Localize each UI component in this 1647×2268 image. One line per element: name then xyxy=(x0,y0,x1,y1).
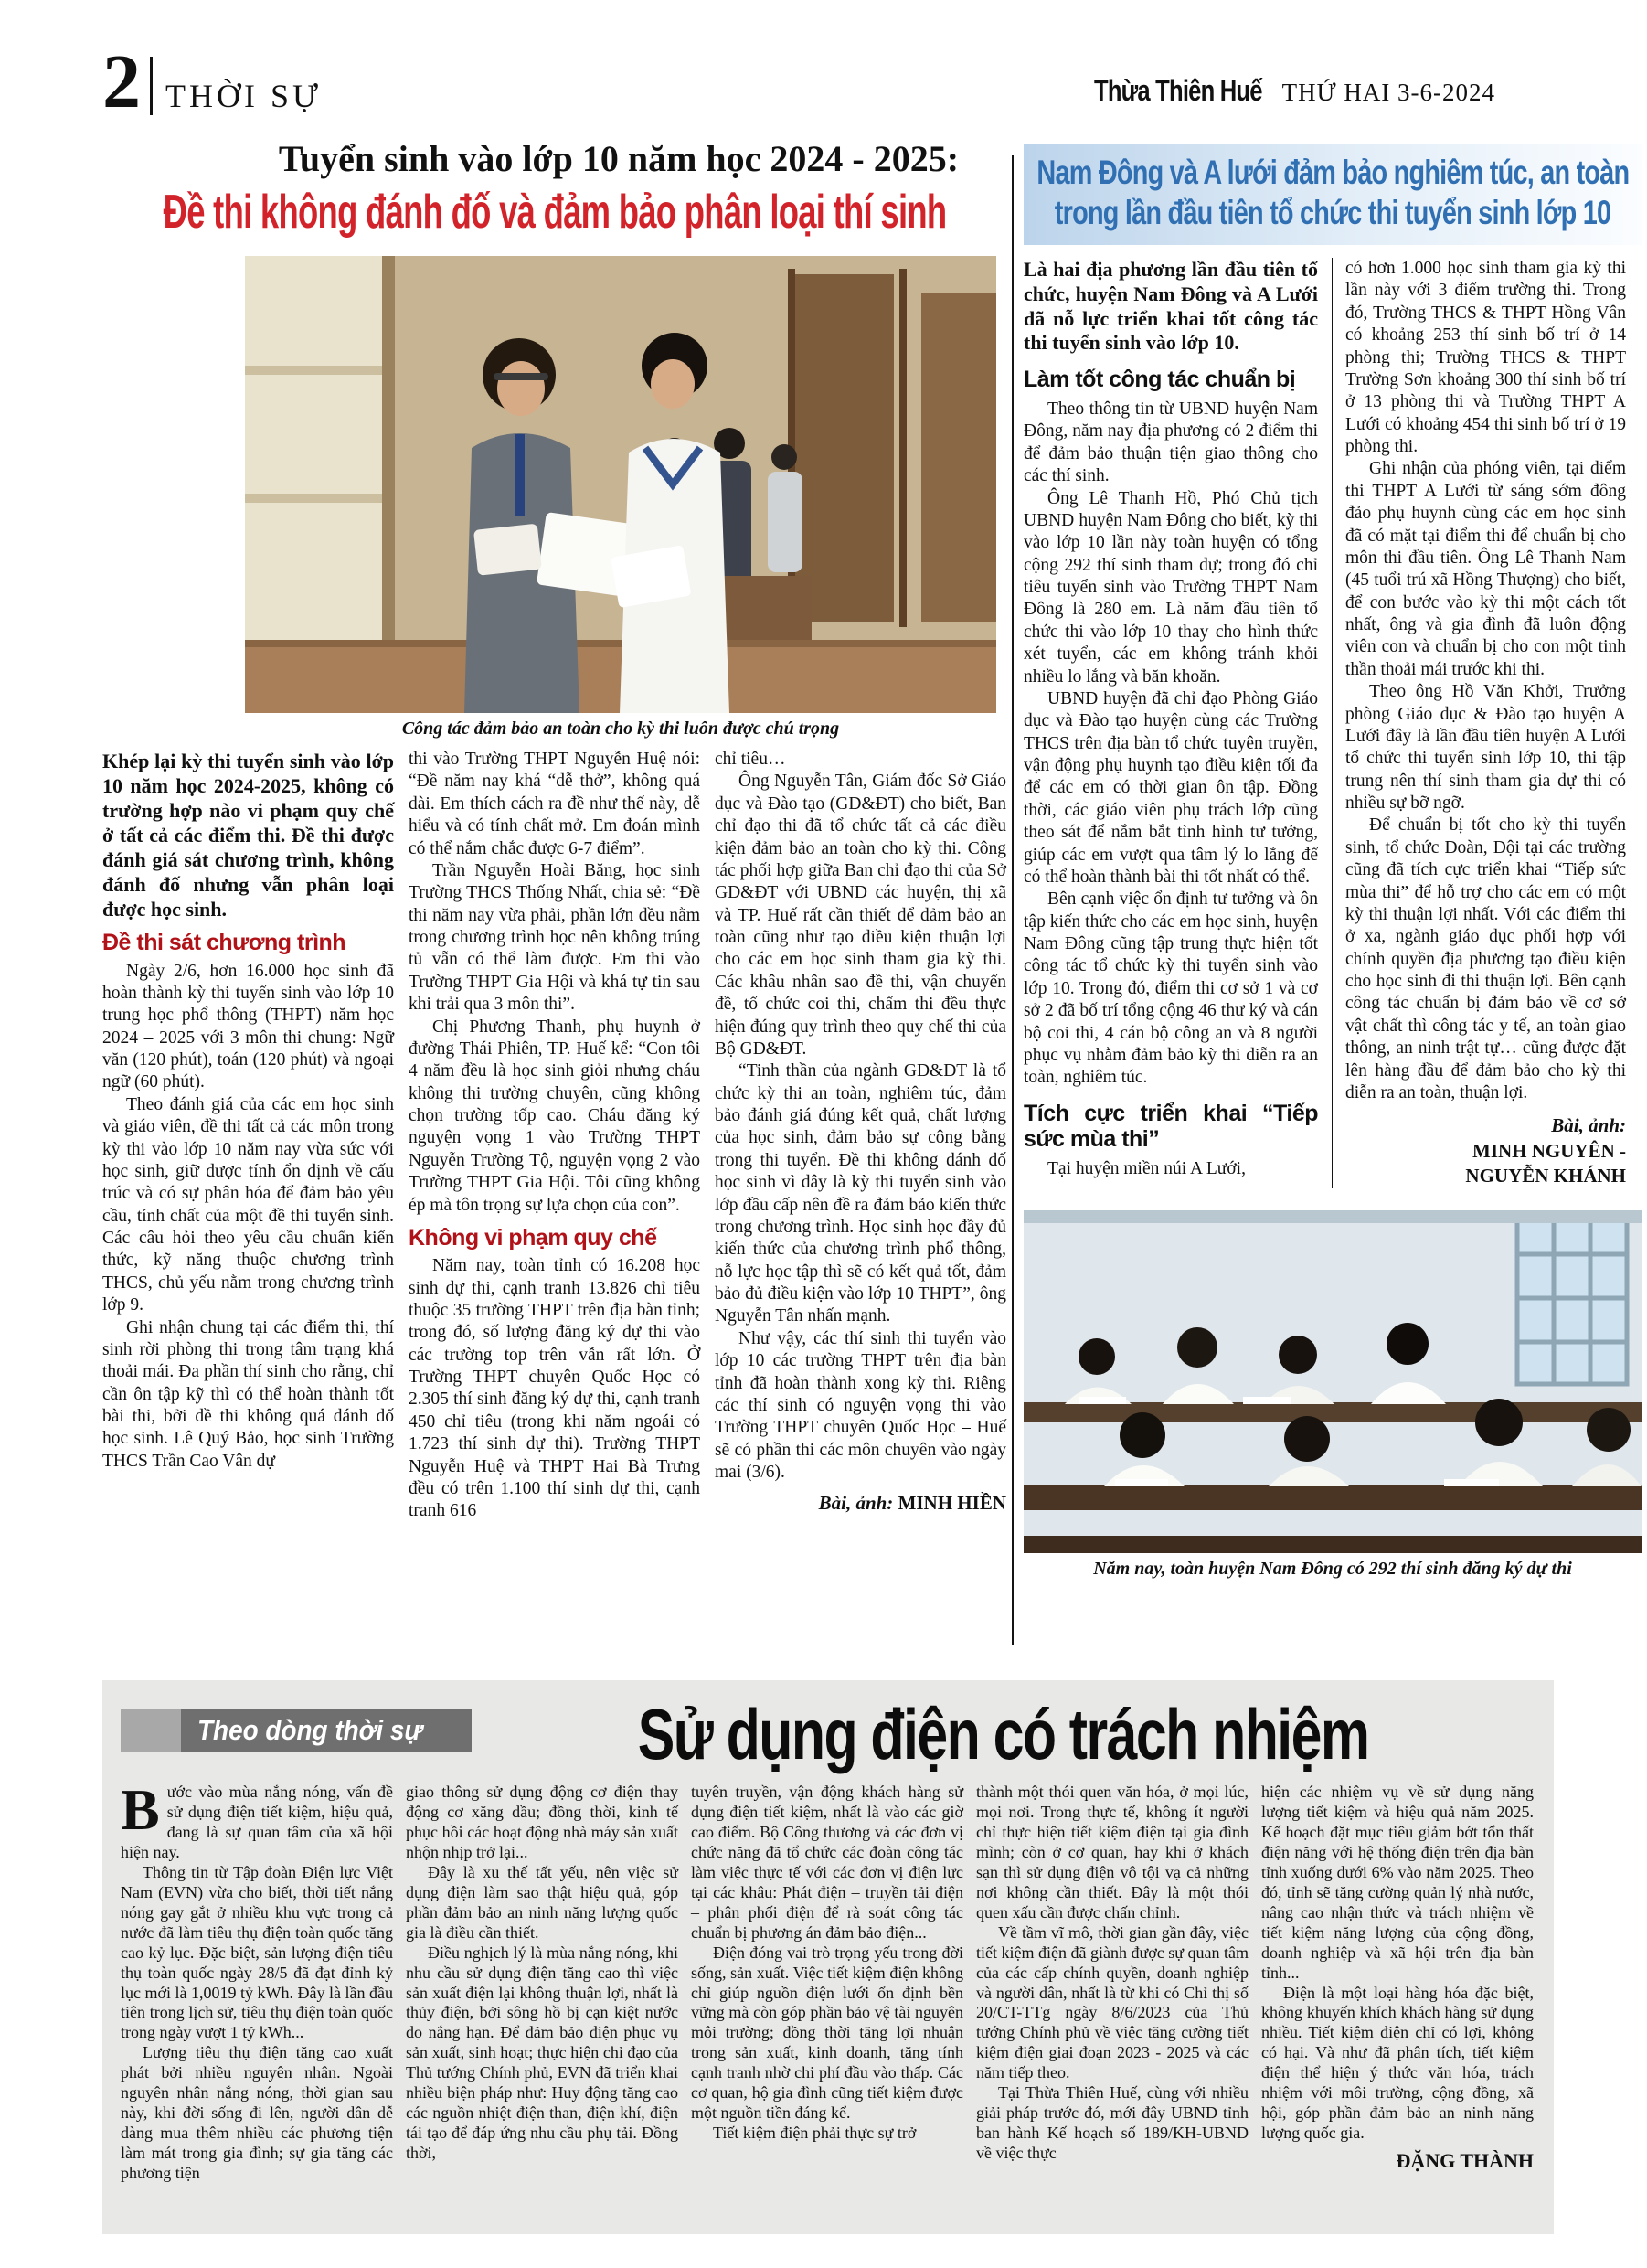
paragraph: Trần Nguyễn Hoài Băng, học sinh Trường THCS Thống Nhất, chia sẻ: “Đề thi năm nay vừa phải, phần lớn đều nằm trong chương trình học nên không trúng tủ vẫn có thể làm được. Em thi vào Trường THPT Gia Hội và khá tự tin sau khi trải qua 3 môn thi”. xyxy=(409,860,700,1015)
paragraph: thành một thói quen văn hóa, ở mọi lúc, mọi nơi. Trong thực tế, không ít người chỉ thực hiện tiết kiệm điện tại gia đình mình; còn ở cơ quan, hay khi ở khách sạn thì sử dụng điện vô tội vạ cả những nơi không cần thiết. Đây là một thói quen xấu cần được chấn chỉnh. xyxy=(976,1783,1249,1922)
main-article-title: Đề thi không đánh đố và đảm bảo phân loại thí sinh xyxy=(163,186,947,239)
main-article xyxy=(102,139,1007,1523)
lead-paragraph xyxy=(121,1777,393,1863)
main-column-2 xyxy=(409,749,700,1523)
main-col2-paragraphs-a xyxy=(409,749,700,1217)
second-col1-paragraphs xyxy=(1024,399,1318,1090)
main-article-intro: Khép lại kỳ thi tuyển sinh vào lớp 10 năm học 2024-2025, không có trường hợp nào vi phạm quy chế ở tất cả các điểm thi. Đề thi được đánh giá sát chương trình, không đánh đố nhưng vẫn phân loại được học sinh. xyxy=(102,750,394,921)
bottom-column-5 xyxy=(1261,1783,1534,2184)
paragraph: Điều nghịch lý là mùa nắng nóng, khi nhu cầu sử dụng điện tăng cao thì việc sản xuất điện lại không thuận lợi, nhất là thủy điện, bởi sông hồ bị cạn kiệt nước do nắng hạn. Để đảm bảo điện phục vụ sản xuất, sinh hoạt; thực hiện chỉ đạo của Thủ tướng Chính phủ, EVN đã triển khai nhiều biện pháp như: Huy động tăng cao các nguồn nhiệt điện than, điện khí, điện tái tạo để đáp ứng nhu cầu phụ tải. Đồng thời, xyxy=(406,1943,678,2163)
bottom-column-4 xyxy=(976,1783,1249,2184)
paragraph: “Tinh thần của ngành GD&ĐT là tổ chức kỳ thi an toàn, nghiêm túc, đảm bảo đánh giá đúng kết quả, chất lượng của học sinh, đảm bảo sự công bằng trong thi tuyển. Đề thi không đánh đố học sinh vì đây là kỳ thi tuyển sinh vào lớp đầu cấp nên đề ra đảm bảo kiến thức trong chương trình. Học sinh học đầy đủ kiến thức của chương trình phổ thông, nỗ lực học tập thì sẽ có kết quả tốt, đảm bảo đủ điều kiện vào lớp 10 THPT”, ông Nguyễn Tân nhấn mạnh. xyxy=(715,1061,1006,1326)
main-column-3 xyxy=(715,749,1006,1523)
paragraph: Ghi nhận chung tại các điểm thi, thí sinh rời phòng thi trong tâm trạng khá thoải mái. Đa phần thí sinh cho rằng, chỉ cần ôn tập kỹ thì có thể hoàn thành tốt bài thi, bởi đề thi không quá đánh đố học sinh. Lê Quý Bảo, học sinh Trường THCS Trần Cao Vân dự xyxy=(102,1317,394,1471)
section-label-text: Theo dòng thời sự xyxy=(197,1714,423,1746)
paragraph: Lượng tiêu thụ điện tăng cao xuất phát bởi nhiều nguyên nhân. Ngoài nguyên nhân nắng nóng, thời gian sau này, khi đời sống đi lên, người dân dễ dàng mua thêm nhiều các phương tiện làm mát trong gia đình; sự gia tăng các phương tiện xyxy=(121,2043,393,2183)
header-divider xyxy=(150,57,153,115)
main-title-wrap xyxy=(102,185,1007,243)
publication-date: THỨ HAI 3-6-2024 xyxy=(1281,79,1496,106)
bottom-col3-paragraphs xyxy=(691,1783,963,2144)
main-article-kicker: Tuyển sinh vào lớp 10 năm học 2024 - 2025: xyxy=(278,138,960,179)
main-photo xyxy=(245,256,996,713)
paragraph: Tại huyện miền núi A Lưới, xyxy=(1047,1159,1246,1179)
byline-name-line2: NGUYỄN KHÁNH xyxy=(1465,1164,1626,1187)
main-article-columns xyxy=(102,749,1007,1523)
page-number: 2 xyxy=(102,39,141,124)
section-title: THỜI SỰ xyxy=(165,77,322,114)
newspaper-brand: Thừa Thiên Huế xyxy=(1094,74,1262,107)
second-subhead-1: Làm tốt công tác chuẩn bị xyxy=(1024,367,1296,393)
second-column-1 xyxy=(1024,258,1318,1188)
bottom-column-2 xyxy=(406,1783,678,2184)
paragraph: Đây là xu thế tất yếu, nên việc sử dụng điện làm sao thật hiệu quả, góp phần đảm bảo an ninh năng lượng quốc gia là điều cần thiết. xyxy=(406,1862,678,1942)
bottom-columns xyxy=(121,1777,1535,2184)
lead-text: ước vào mùa nắng nóng, vấn đề sử dụng điện tiết kiệm, hiệu quả, đang là sự quan tâm của xã hội hiện nay. xyxy=(121,1783,393,1861)
drop-cap: B xyxy=(121,1777,160,1842)
paragraph: Tại Thừa Thiên Huế, cùng với nhiều giải pháp trước đó, mới đây UBND tỉnh ban hành Kế hoạch số 189/KH-UBND về việc thực xyxy=(976,2083,1249,2163)
paragraph: Theo thông tin từ UBND huyện Nam Đông, năm nay địa phương có 2 điểm thi để đảm bảo thuận tiện giao thông cho các thí sinh. xyxy=(1024,399,1318,486)
paragraph: Ngày 2/6, hơn 16.000 học sinh đã hoàn thành kỳ thi tuyển sinh vào lớp 10 trung học phổ thông (THPT) năm học 2024 – 2025 với 3 môn thi chung: Ngữ văn (120 phút), toán (120 phút) và ngoại ngữ (60 phút). xyxy=(102,961,394,1092)
paragraph: Ông Nguyễn Tân, Giám đốc Sở Giáo dục và Đào tạo (GD&ĐT) cho biết, Ban chỉ đạo thi đã tổ chức tất cả các điều kiện đảm bảo an toàn cho kỳ thi. Công tác phối hợp giữa Ban chỉ đạo thi của Sở GD&ĐT với UBND các huyện, thị xã và TP. Huế rất cần thiết để đảm bảo an toàn cũng như tạo điều kiện thuận lợi cho các em học sinh tham gia kỳ thi. Các khâu nhân sao đề thi, vận chuyển đề, tổ chức coi thi, chấm thi đều thực hiện đúng quy trình theo quy chế thi của Bộ GD&ĐT. xyxy=(715,772,1006,1059)
second-photo-caption: Năm nay, toàn huyện Nam Đông có 292 thí sinh đăng ký dự thi xyxy=(1093,1559,1572,1580)
paragraph: có hơn 1.000 học sinh tham gia kỳ thi lần này với 3 điểm trường thi. Trong đó, Trường THCS & THPT Hồng Vân có khoảng 253 thí sinh bố trí ở 14 phòng thi; Trường THCS & THPT Trường Sơn khoảng 300 thí sinh bố trí ở 13 phòng thi và Trường THPT A Lưới có khoảng 454 thi sinh bố trí ở 19 phòng thi. xyxy=(1345,259,1626,456)
paragraph: Bên cạnh việc ổn định tư tưởng và ôn tập kiến thức cho các em học sinh, huyện Nam Đông cũng tập trung thực hiện tốt công tác tổ chức kỳ thi tuyển sinh vào lớp 10. Trong đó, điểm thi cơ sở 1 và cơ sở 2 đã bố trí tổng cộng 46 thư ký và cán bộ coi thi, 4 cán bộ công an và 8 người phục vụ nhằm đảm bảo kỳ thi diễn ra an toàn, nghiêm túc. xyxy=(1024,889,1318,1088)
main-col1-paragraphs xyxy=(102,961,394,1474)
paragraph: Chị Phương Thanh, phụ huynh ở đường Thái Phiên, TP. Huế kể: “Con tôi 4 năm đều là học sinh giỏi nhưng cháu không thi trường chuyên, cũng không chọn trường tốp cao. Cháu đăng ký nguyện vọng 1 vào Trường THPT Nguyễn Trường Tộ, nguyện vọng 2 vào Trường THPT Gia Hội. Tôi cũng không ép mà tôn trọng sự lựa chọn của con”. xyxy=(409,1017,700,1215)
paragraph: UBND huyện đã chỉ đạo Phòng Giáo dục và Đào tạo huyện cùng các Trường THCS trên địa bàn tổ chức tuyên truyền, vận động phụ huynh tạo điều kiện tối đa để các em có thời gian ôn tập. Đồng thời, các giáo viên phụ trách lớp cũng theo sát để nắm bắt tình hình tư tưởng, giúp các em vượt qua tâm lý lo lắng để có thể hoàn thành bài thi tốt nhất có thể. xyxy=(1024,688,1318,887)
second-headline-line1: Nam Đông và A lưới đảm bảo nghiêm túc, an toàn xyxy=(1036,154,1630,191)
second-photo xyxy=(1024,1210,1642,1553)
column-rule xyxy=(1012,155,1014,1645)
paragraph: Ông Lê Thanh Hồ, Phó Chủ tịch UBND huyện Nam Đông cho biết, kỳ thi vào lớp 10 lần này toàn huyện có tổng cộng 292 thí sinh tham dự; trong đó chỉ tiêu tuyển sinh vào Trường THPT Nam Đông là 280 em. Là năm đầu tiên tổ chức thi vào lớp 10 thay cho hình thức xét tuyển, các em không tránh khỏi nhiều lo lắng và băn khoăn. xyxy=(1024,488,1318,687)
bottom-section-header xyxy=(121,1693,1535,1774)
second-column-2 xyxy=(1332,258,1626,1188)
bottom-section xyxy=(102,1680,1554,2234)
main-subhead-2: Không vi phạm quy chế xyxy=(409,1224,657,1251)
second-article-headline xyxy=(1024,144,1642,245)
bottom-col2-paragraphs xyxy=(406,1783,678,2164)
paragraph: Điện đóng vai trò trọng yếu trong đời sống, sản xuất. Việc tiết kiệm điện không chỉ giúp nguồn điện lưới ổn định bền vững mà còn góp phần bảo vệ tài nguyên môi trường; đồng thời tăng lợi nhuận trong sản xuất, kinh doanh, tăng tính cạnh tranh nhờ chi phí đầu vào thấp. Các cơ quan, hộ gia đình cũng tiết kiệm được một nguồn tiền đáng kể. xyxy=(691,1943,963,2123)
main-photo-caption: Công tác đảm bảo an toàn cho kỳ thi luôn được chú trọng xyxy=(401,719,840,739)
section-label-bar xyxy=(181,1709,472,1752)
paragraph: Để chuẩn bị tốt cho kỳ thi tuyển sinh, tổ chức Đoàn, Đội tại các trường cũng đã tích cực triển khai “Tiếp sức mùa thi” để hỗ trợ cho các em có một kỳ thi thuận lợi nhất. Với các điểm thi ở xa, ngành giáo dục phối hợp với chính quyền địa phương tạo điều kiện cho học sinh đi thi thuận lợi. Bên cạnh công tác chuẩn bị đảm bảo về cơ sở vật chất thì công tác y tế, an toàn giao thông, an ninh trật tự… cũng được đặt lên hàng đầu để đảm bảo cho kỳ thi diễn ra an toàn, thuận lợi. xyxy=(1345,815,1626,1102)
section-label-tab xyxy=(121,1709,181,1752)
second-col1-paragraphs-b xyxy=(1024,1158,1318,1180)
header-right xyxy=(1094,74,1495,108)
bottom-title-wrap xyxy=(472,1693,1535,1774)
main-column-1 xyxy=(102,749,394,1523)
second-subhead-2: Tích cực triển khai “Tiếp sức mùa thi” xyxy=(1024,1100,1318,1153)
bottom-col4-paragraphs xyxy=(976,1783,1249,2164)
paragraph: Điện là một loại hàng hóa đặc biệt, không khuyến khích khách hàng sử dụng nhiều. Tiết kiệm điện chỉ có lợi, không có hại. Và như đã phân tích, tiết kiệm điện thể hiện ý thức văn hóa, trách nhiệm với môi trường, cộng đồng, xã hội, góp phần đảm bảo an ninh năng lượng quốc gia. xyxy=(1261,1983,1534,2143)
page-header xyxy=(102,39,1545,124)
paragraph: thi vào Trường THPT Nguyễn Huệ nói: “Đề năm nay khá “dễ thở”, không quá dài. Em thích cách ra đề như thế này, dễ hiểu và có tính chất mở. Em đoán mình có thể nắm chắc được 6-7 điểm”. xyxy=(409,750,700,858)
bottom-section-title: Sử dụng điện có trách nhiệm xyxy=(637,1694,1369,1774)
second-headline-line2: trong lần đầu tiên tổ chức thi tuyển sinh lớp 10 xyxy=(1054,194,1611,231)
paragraph: Theo đánh giá của các em học sinh và giáo viên, đề thi tất cả các môn trong kỳ thi vào lớp 10 năm nay vừa sức với học sinh, giữ được tính ổn định về cấu trúc và có sự phân hóa để đảm bảo yêu cầu, tính chất của một đề thi tuyển sinh. Các câu hỏi theo yêu cầu chuẩn kiến thức, kỹ năng thuộc chương trình THCS, chủ yếu nằm trong chương trình lớp 9. xyxy=(102,1094,394,1315)
paragraph: Ghi nhận của phóng viên, tại điểm thi THPT A Lưới từ sáng sớm đông đảo phụ huynh cùng các em học sinh đã có mặt tại điểm thi để chuẩn bị cho môn thi đầu tiên. Ông Lê Thanh Nam (45 tuổi trú xã Hồng Thượng) cho biết, để con bước vào kỳ thi một cách tốt nhất, ông và gia đình đã luôn động viên con và chuẩn bị cho con một tinh thần thoải mái trước khi thi. xyxy=(1345,459,1626,679)
paragraph: Theo ông Hồ Văn Khởi, Trưởng phòng Giáo dục & Đào tạo huyện A Lưới đây là lần đầu tiên huyện A Lưới tổ chức thi tuyển sinh lớp 10, thi tập trung nên thí sinh tham gia dự thi có nhiều sự bỡ ngỡ. xyxy=(1345,682,1626,813)
main-photo-illustration xyxy=(245,256,996,713)
second-article-byline xyxy=(1345,1113,1626,1188)
paragraph: chỉ tiêu… xyxy=(715,750,786,769)
paragraph: Tiết kiệm điện phải thực sự trở xyxy=(713,2124,917,2143)
paragraph: tuyên truyền, vận động khách hàng sử dụng điện tiết kiệm, nhất là vào các giờ cao điểm. Bộ Công thương và các đơn vị chức năng đã tổ chức các đoàn công tác làm việc thực tế với các đơn vị điện lực tại các khâu: Phát điện – truyền tải điện – phân phối điện để rà soát công tác chuẩn bị phương án đảm bảo điện... xyxy=(691,1783,963,1942)
bottom-column-1 xyxy=(121,1777,393,2184)
second-article-intro: Là hai địa phương lần đầu tiên tổ chức, huyện Nam Đông và A Lưới đã nỗ lực triển khai tốt công tác thi tuyển sinh vào lớp 10. xyxy=(1024,258,1318,355)
paragraph: Về tầm vĩ mô, thời gian gần đây, việc tiết kiệm điện đã giành được sự quan tâm của các cấp chính quyền, doanh nghiệp và người dân, nhất là từ khi có Chỉ thị số 20/CT-TTg ngày 8/6/2023 của Thủ tướng Chính phủ về việc tăng cường tiết kiệm điện giai đoạn 2023 - 2025 và các năm tiếp theo. xyxy=(976,1922,1249,2082)
byline-label: Bài, ảnh: xyxy=(1551,1114,1626,1137)
main-col2-paragraphs-b xyxy=(409,1255,700,1523)
second-col2-paragraphs xyxy=(1345,258,1626,1104)
paragraph: Thông tin từ Tập đoàn Điện lực Việt Nam (EVN) vừa cho biết, thời tiết nắng nóng gay gắt ở nhiều khu vực trong cả nước đã làm tiêu thụ điện toàn quốc tăng cao kỷ lục. Đặc biệt, sản lượng điện tiêu thụ toàn quốc ngày 28/5 đã đạt đỉnh kỷ lục mới là 1,0019 tỷ kWh. Đây là lần đầu tiên trong lịch sử, tiêu thụ điện toàn quốc trong ngày vượt 1 tỷ kWh... xyxy=(121,1862,393,2042)
bottom-column-3 xyxy=(691,1783,963,2184)
section-label xyxy=(121,1709,472,1752)
paragraph: hiện các nhiệm vụ về sử dụng năng lượng tiết kiệm và hiệu quả năm 2025. Kế hoạch đặt mục tiêu giảm bớt tổn thất điện năng với hệ thống điện trên địa bàn tỉnh xuống dưới 6% vào năm 2025. Theo đó, tỉnh sẽ tăng cường quản lý nhà nước, nâng cao nhận thức và trách nhiệm về tiết kiệm năng lượng của cộng đồng, doanh nghiệp và xã hội trên địa bàn tỉnh... xyxy=(1261,1783,1534,1982)
paragraph: Như vậy, các thí sinh thi tuyển vào lớp 10 các trường THPT trên địa bàn tỉnh đã hoàn thành xong kỳ thi. Riêng các thí sinh có nguyện vọng thi vào Trường THPT chuyên Quốc Học – Huế sẽ có phần thi các môn chuyên vào ngày mai (3/6). xyxy=(715,1328,1006,1482)
paragraph: Năm nay, toàn tỉnh có 16.208 học sinh dự thi, cạnh tranh 13.826 chỉ tiêu thuộc 35 trường THPT trên địa bàn tỉnh; trong đó, số lượng đăng ký dự thi vào các trường top trên vẫn rất lớn. Ở Trường THPT chuyên Quốc Học có 2.305 thí sinh đăng ký dự thi, cạnh tranh 450 chỉ tiêu (trong khi năm ngoái có 1.723 thí sinh dự thi). Trường THPT Nguyễn Huệ và THPT Hai Bà Trưng đều có trên 1.100 thí sinh dự thi, cạnh tranh 616 xyxy=(409,1256,700,1521)
second-article xyxy=(1024,144,1642,1580)
paragraph: giao thông sử dụng động cơ điện thay động cơ xăng dầu; đồng thời, kinh tế phục hồi các hoạt động nhà máy sản xuất nhộn nhịp trở lại... xyxy=(406,1783,678,1861)
bottom-byline: ĐẶNG THÀNH xyxy=(1396,2149,1534,2173)
second-article-columns xyxy=(1024,258,1642,1188)
byline-name-line1: MINH NGUYÊN - xyxy=(1472,1139,1626,1162)
bottom-col5-paragraphs xyxy=(1261,1783,1534,2144)
bottom-col1-paragraphs xyxy=(121,1863,393,2184)
second-photo-illustration xyxy=(1024,1210,1642,1553)
main-article-byline xyxy=(715,1491,1006,1515)
main-col3-paragraphs xyxy=(715,749,1006,1484)
main-subhead-1: Đề thi sát chương trình xyxy=(102,930,346,956)
byline-name: MINH HIỀN xyxy=(898,1492,1006,1515)
byline-label: Bài, ảnh: xyxy=(818,1492,894,1515)
